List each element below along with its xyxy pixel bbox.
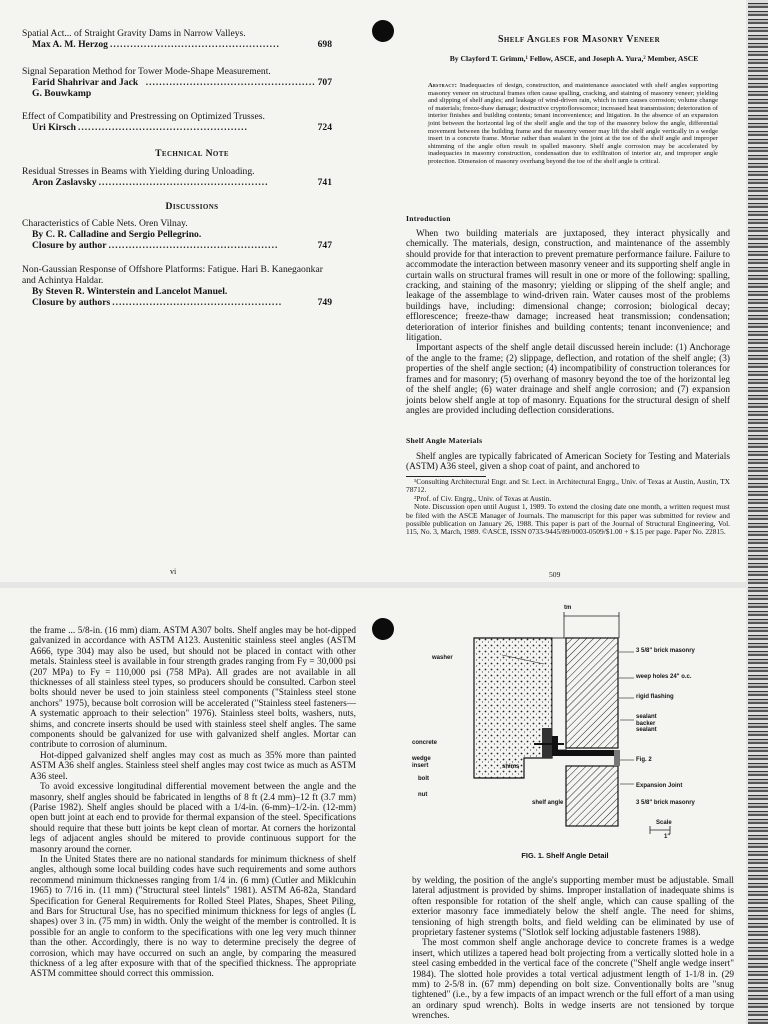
body-text: by welding, the position of the angle's supporting member must be adjustable. Small lateral adjustment is provided by shims. Improper installation of inadequate shims is often responsible for rotation of the shelf angle, which can cause spalling of the exterior masonry face immediately below the shelf angle. The need for shims, tensioning of high strength bolts, and field welding can be eliminated by use of proprietary fastener systems ("Slotlok self locking adjustable fasteners 1988). The most common shelf angle anchorage device to concrete frames is a wedge insert, which utilizes a tapered head bolt projecting from a vertically slotted hole in a steel casing embedded in the vertical face of the concrete ("Shelf angle wedge insert" 1984). The slotted hole provides a total vertical adjustment length of 1-1/8 in. (29 mm) to 2-5/8 in. (67 mm) depending on bolt size. Conventionally bolts are "snug tightened" (i.e., by a few impacts of an impact wrench or the full effort of a man using an ordinary spud wrench). Bolts in wedge inserts are not tensioned by torque wrenches. (412, 876, 734, 1022)
page-number: 509 (549, 570, 561, 579)
figure-label-expansion-joint: Expansion Joint (636, 783, 683, 789)
figure-label-shelf-angle: shelf angle (532, 800, 564, 806)
toc-entry: Non-Gaussian Response of Offshore Platforms: Fatigue. Hari B. Kanegaonkar and Achintya Haldar. By Steven R. Winterstein and Lancelot Manuel. Closure by authors .................................................. 749 (22, 264, 332, 308)
abstract: Abstract: Inadequacies of design, construction, and maintenance associated with shelf angles supporting masonry veneer on structural frames often cause spalling, cracking, and staining of masonry veneer; yielding and slipping of shelf angles; and leakage of wind-driven rain, which in turn causes corrosion; volume change of materials; freeze-thaw damage; destructive cryptoflorescence; increased heat transmission; deterioration of interior finishes and building contents; tenant inconvenience; and litigation. In the absence of an expansion joint between the horizontal leg of the shelf angle and the top of the masonry below the angle, differential movement between the building frame and the masonry veneer may lift the shelf angle vertically in a wedge insert in a concrete frame. Mortar rather than sealant in the joint at the toe of the shelf angle and improper shimming of the angle often result in spalled masonry. Shelf angle corrosion may be accelerated by inadequacies in masonry construction, condensation due to exfiltration of interior air, and improper angle protection. Dimension of masonry overhang beyond the toe of the shelf angle is critical. (428, 82, 718, 165)
discussions-heading: Discussions (165, 201, 219, 212)
body-text: When two building materials are juxtaposed, they interact physically and chemically. The materials, design, construction, and maintenance of the assembly should provide for that interaction to prevent premature performance failure. Failure to accommodate the interaction between masonry veneer and its supporting shelf angle in curtain walls on structural frames will result in one or more of the following: spalling, cracking, and staining of the masonry; yielding or slipping of the shelf angle; and leakage of the assemblage to wind-driven rain. Water causes most of the problems buildings have, including: dimensional change; corrosion; biological decay; efflorescence; freeze-thaw damage; increased heat transmission; condensation; deterioration of interior finishes and building contents; tenant inconvenience; and litigation. Important aspects of the shelf angle detail discussed herein include: (1) Anchorage of the angle to the frame; (2) slippage, deflection, and rotation of the shelf angle; (3) properties of the shelf angle section; (4) incompatibility of construction tolerances for frames and for masonry; (5) overhang of masonry beyond the toe of the horizontal leg of the shelf angle; (6) water drainage and shelf angle corrosion; and (7) expansion joints below shelf angle at top of masonry. Equations for the structural design of shelf angles are provided including deflection considerations. (406, 229, 730, 416)
toc-entry: Residual Stresses in Beams with Yielding during Unloading. Aron Zaslavsky .................................................. 741 (22, 166, 332, 188)
footnotes: ¹Consulting Architectural Engr. and Sr. Lect. in Architectural Engrg., Univ. of Texas at Austin, Austin, TX 78712. ²Prof. of Civ. Engrg., Univ. of Texas at Austin. Note. Discussion open until August 1, 1989. To extend the closing date one month, a written request must be filed with the ASCE Manager of Journals. The manuscript for this paper was submitted for review and possible publication on January 26, 1988. This paper is part of the Journal of Structural Engineering, Vol. 115, No. 3, March, 1989. ©ASCE, ISSN 0733-9445/89/0003-0509/$1.00 + $.15 per page. Paper No. 22815. (406, 477, 730, 537)
body-text: Shelf angles are typically fabricated of American Society for Testing and Materials (ASTM) A36 steel, given a shop coat of paint, and anchored to (406, 452, 730, 473)
toc-page (0, 0, 384, 582)
figure-label-bolt: bolt (418, 776, 429, 782)
figure-label-fig2: Fig. 2 (636, 757, 652, 763)
figure-caption: FIG. 1. Shelf Angle Detail (521, 851, 609, 860)
article-page-511 (384, 588, 746, 1024)
book-page-edges (748, 0, 768, 1024)
figure-label-weep-holes: weep holes 24" o.c. (636, 674, 692, 680)
toc-entry: Characteristics of Cable Nets. Oren Vilnay. By C. R. Calladine and Sergio Pellegrino. Closure by author .................................................. 747 (22, 218, 332, 251)
figure-label-nut: nut (418, 792, 428, 798)
page-number: vi (170, 567, 177, 576)
figure-label-concrete: concrete (412, 740, 438, 746)
technical-note-heading: Technical Note (155, 148, 229, 159)
concrete-frame (474, 638, 552, 778)
cavity (552, 638, 566, 750)
binder-hole (372, 618, 394, 640)
figure-label-wedge-insert: wedge insert (412, 756, 431, 769)
body-text: the frame ... 5/8-in. (16 mm) diam. ASTM A307 bolts. Shelf angles may be hot-dipped galvanized in accordance with ASTM A123. Austenitic stainless steel angles (ASTM A666, type 304) may also be used, but should not be placed in contact with other metals. Stainless steel is available in four strength grades ranging from Fy = 30,000 psi (207 MPa) to Fy = 110,000 psi (758 MPa). All grades are not available in all thicknesses of all stainless steel types, so producers should be consulted. Carbon steel bolts should never be used to join stainless steel components ("Stainless steel stone anchors" 1975), because bolt corrosion will be accelerated ("Stainless steel fasteners—A systematic approach to their selection" 1976). Stainless steel bolts, washers, nuts, shims, and concrete inserts should be used with stainless steel shelf angles. The same components should be galvanized for use with galvanized shelf angles. Mortar can contribute to corrosion of aluminum. Hot-dipped galvanized shelf angles may cost as much as 35% more than painted ASTM A36 shelf angles. Stainless steel shelf angles may cost twice as much as ASTM A36 steel. To avoid excessive longitudinal differential movement between the angle and the masonry, shelf angles should be fabricated in lengths of 8 ft (2.4 mm)–12 ft (3.7 mm) (Parise 1982). Shelf angles should be placed with a 1/4-in. (6-mm)–1/2-in. (12-mm) open butt joint at each end to provide for thermal expansion of the steel. Specifications should require that these butt joints be kept clean of mortar. At corners the horizontal legs of adjacent angles should be mitered to provide continuous support for the masonry around the corner. In the United States there are no national standards for minimum thickness of shelf angles, although some local building codes have such requirements and some authors recommend minimum thicknesses ranging from 1/4 in. (6 mm) (Cutler and Miklcuhin 1965) to 7/16 in. (11 mm) ("Structural steel lintels" 1981). ASTM A6-82a, Standard Specification for General Requirements for Rolled Steel Plates, Shapes, Sheet Piling, and Bars for Structural Use, has no specified minimum thickness for legs of angles (L shapes) over 3 in. (75 mm) in width. Only the weight of the member is controlled. It is possible for an angle to conform to the specifications with one leg very much thinner than the other. Accordingly, there is no way to determine precisely the degree of corrosion, which may have occurred on such an angle, by comparing the measured thickness of a leg after exposure with that of the specified thickness. The appropriate ASTM committee should correct this ommission. (30, 626, 356, 980)
toc-entry: Signal Separation Method for Tower Mode-Shape Measurement. Farid Shahrivar and Jack G. Bouwkamp .................................................. 707 (22, 66, 332, 99)
brick-masonry-lower (566, 766, 618, 826)
article-title: Shelf Angles for Masonry Veneer (497, 34, 661, 45)
figure-label-scale: Scale (656, 820, 672, 826)
figure-label-brick: 3 5/8" brick masonry (636, 648, 695, 654)
figure-label-brick-lower: 3 5/8" brick masonry (636, 800, 695, 806)
article-byline: By Clayford T. Grimm,¹ Fellow, ASCE, and Joseph A. Yura,² Member, ASCE (449, 54, 699, 63)
figure-label-tm: tm (564, 605, 572, 611)
binder-hole (372, 20, 394, 42)
figure-label-scale-mark: 1" (664, 834, 671, 840)
article-first-page (384, 0, 746, 582)
section-heading: Introduction (406, 214, 451, 223)
sealant (614, 750, 620, 766)
toc-entry: Spatial Act... of Straight Gravity Dams in Narrow Valleys. Max A. M. Herzog .................................................. 698 (22, 28, 332, 50)
figure-label-flashing: rigid flashing (636, 694, 674, 700)
figure-label-washer: washer (432, 655, 453, 661)
article-page-510 (0, 588, 384, 1024)
figure-label-sealant: sealant backer sealant (636, 714, 657, 734)
brick-masonry-upper (566, 638, 618, 748)
toc-entry: Effect of Compatibility and Prestressing on Optimized Trusses. Uri Kirsch .................................................. 724 (22, 111, 332, 133)
figure-label-shims: shims (502, 764, 520, 770)
section-heading: Shelf Angle Materials (406, 436, 483, 445)
